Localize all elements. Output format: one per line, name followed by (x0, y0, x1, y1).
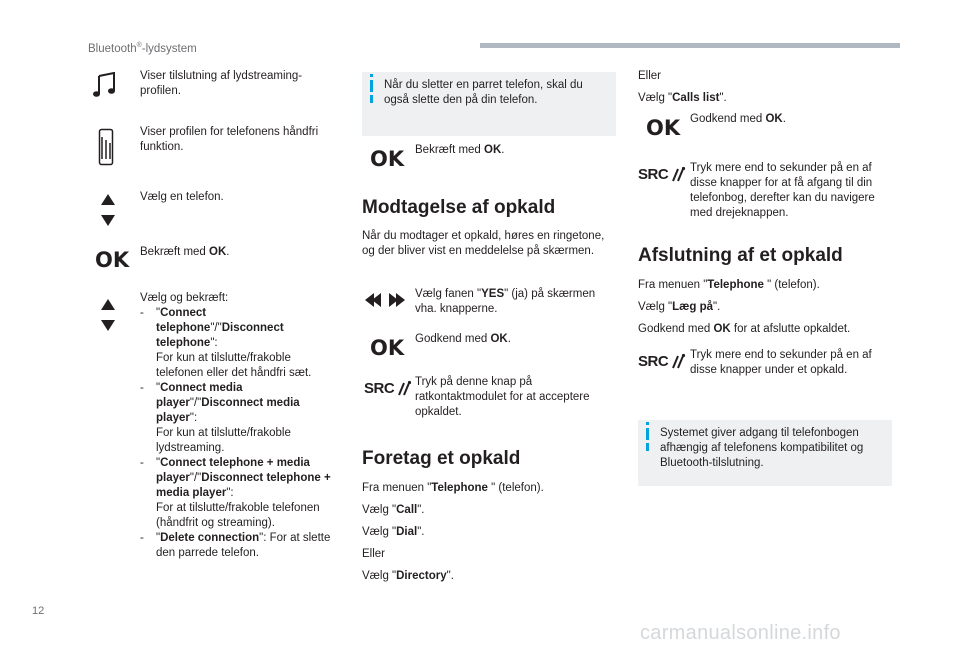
confirm-ok-bold: OK (209, 246, 227, 258)
header-bar (480, 43, 900, 48)
page-number: 12 (32, 605, 45, 617)
info-text: Systemet giver adgang til telefonbogen afhængig af telefonens kompatibilitet og Bluetooth-tilslutning. (660, 427, 864, 469)
phone-handsfree-icon (98, 128, 114, 171)
section-title-end-call: Afslutning af et opkald (638, 245, 843, 266)
or-text: Eller (362, 548, 386, 560)
up-down-arrows-icon (100, 193, 116, 232)
src-button-icon (364, 380, 412, 396)
select-calls-list-text: Vælg "Calls list". (638, 92, 727, 104)
select-directory-text: Vælg "Directory". (362, 570, 454, 582)
connection-options-list (140, 306, 332, 561)
list-item-desc: For at tilslutte/frakoble telefonen (håndfrit og streaming). (156, 502, 320, 529)
info-box (362, 72, 616, 136)
src-label: SRC (638, 165, 669, 183)
confirm-prefix: Bekræft med (140, 246, 210, 258)
select-dial-text: Vælg "Dial". (362, 526, 425, 538)
select-hangup-text: Vælg "Læg på". (638, 301, 721, 313)
src-slash-icon (670, 166, 686, 182)
list-item: - "Delete connection": For at slette den parrede telefon. (140, 531, 332, 561)
watermark: carmanualsonline.info (640, 622, 841, 644)
list-item-desc: slette den parrede telefon. (156, 532, 331, 559)
list-item: - "Connect telephone + media player"/"Disconnect telephone + media player": For at tilslutte/frakoble telefonen (håndfrit og streaming). (140, 456, 332, 531)
header-title: Bluetooth (88, 42, 137, 55)
page-header (88, 38, 197, 57)
section-title-receive-call: Modtagelse af opkald (362, 197, 556, 218)
list-item: - "Connect telephone"/"Disconnect telephone": For kun at tilslutte/frakoble telefonen eller det håndfri sæt. (140, 306, 332, 381)
select-phone-text: Vælg en telefon. (140, 191, 224, 203)
registered-mark: ® (136, 42, 142, 49)
select-yes-text: Vælg fanen "YES" (ja) på skærmen vha. knapperne. (415, 288, 596, 315)
or-text: Eller (638, 70, 662, 82)
select-confirm-block (140, 291, 332, 561)
info-text: Når du sletter en parret telefon, skal du også slette den på din telefon. (384, 79, 583, 106)
section-title-make-call: Foretag et opkald (362, 448, 521, 469)
streaming-profile-text: Viser tilslutning af lydstreaming-profilen. (140, 70, 303, 97)
src-hangup-text: Tryk mere end to sekunder på en af disse knapper under et opkald. (690, 349, 872, 376)
src-label: SRC (638, 352, 669, 370)
ok-icon: OK (95, 248, 130, 272)
confirm-ok-text (140, 245, 229, 260)
list-item-desc: For kun at tilslutte/frakoble lydstreaming. (156, 427, 291, 454)
menu-telephone-text: Fra menuen "Telephone " (telefon). (638, 279, 820, 291)
select-confirm-text: Vælg og bekræft: (140, 292, 229, 304)
approve-ok-text: Godkend med OK. (690, 113, 786, 125)
header-title-suffix: -lydsystem (141, 42, 197, 55)
list-item: - "Connect media player"/"Disconnect media player": For kun at tilslutte/frakoble lydstreaming. (140, 381, 332, 456)
src-label: SRC (364, 379, 395, 397)
left-right-arrows-icon (364, 292, 406, 313)
list-item-desc: For kun at tilslutte/frakoble telefonen eller det håndfri sæt. (156, 352, 312, 379)
confirm-ok-text: Bekræft med OK. (415, 144, 505, 156)
handsfree-profile-text: Viser profilen for telefonens håndfri funktion. (140, 126, 319, 153)
ok-icon: OK (646, 116, 681, 140)
src-accept-text: Tryk på denne knap på ratkontaktmodulet for at acceptere opkaldet. (415, 376, 590, 418)
end-call-confirm-text: Godkend med OK for at afslutte opkaldet. (638, 323, 851, 335)
up-down-arrows-icon (100, 298, 116, 337)
info-box (638, 420, 892, 486)
select-call-text: Vælg "Call". (362, 504, 425, 516)
receive-call-intro: Når du modtager et opkald, høres en ringetone, og der bliver vist en meddelelse på skærmen. (362, 230, 605, 257)
ok-icon: OK (370, 336, 405, 360)
ok-icon: OK (370, 147, 405, 171)
src-phonebook-text: Tryk mere end to sekunder på en af disse knapper for at få afgang til din telefonbog, derefter kan du navigere med drejeknappen. (690, 162, 875, 219)
src-slash-icon (670, 353, 686, 369)
confirm-suffix: . (226, 246, 230, 258)
src-button-icon (638, 166, 686, 182)
music-note-icon (92, 72, 118, 103)
menu-telephone-text: Fra menuen "Telephone " (telefon). (362, 482, 544, 494)
src-button-icon (638, 353, 686, 369)
approve-ok-text: Godkend med OK. (415, 333, 511, 345)
src-slash-icon (396, 380, 412, 396)
